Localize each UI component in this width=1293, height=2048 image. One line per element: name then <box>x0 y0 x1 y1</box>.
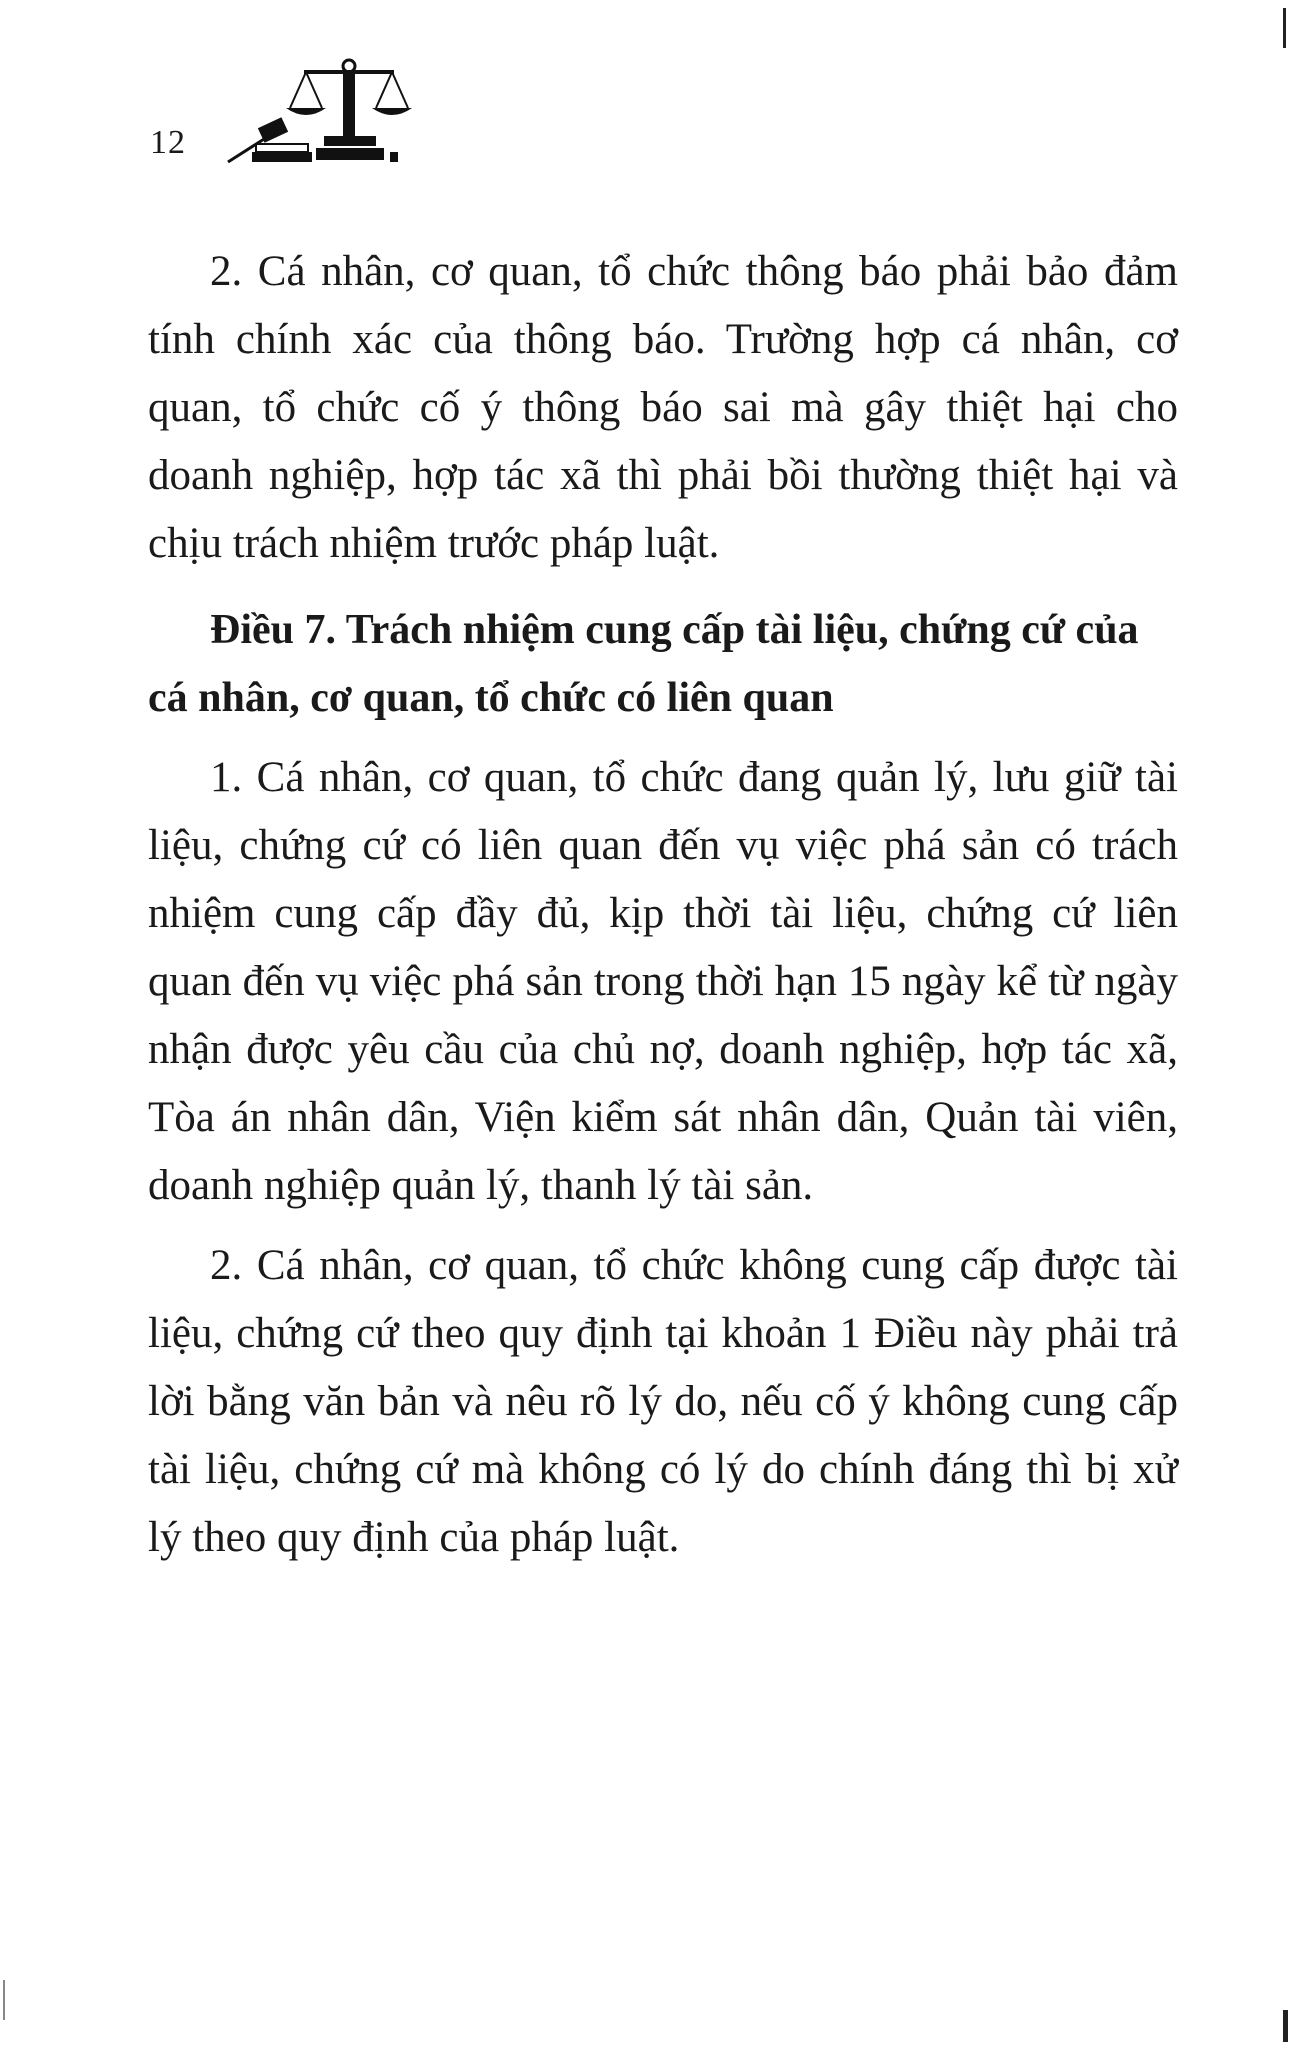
paragraph-2: 1. Cá nhân, cơ quan, tổ chức đang quản lý, lưu giữ tài liệu, chứng cứ có liên quan đến vụ việc phá sản có trách nhiệm cung cấp đầy đủ, kịp thời tài liệu, chứng cứ liên quan đến vụ việc phá sản trong thời hạn 15 ngày kể từ ngày nhận được yêu cầu của chủ nợ, doanh nghiệp, hợp tác xã, Tòa án nhân dân, Viện kiểm sát nhân dân, Quản tài viên, doanh nghiệp quản lý, thanh lý tài sản. <box>148 754 1178 1209</box>
scan-edge-mark-top <box>1283 8 1286 48</box>
paragraph-3: 2. Cá nhân, cơ quan, tổ chức không cung cấp được tài liệu, chứng cứ theo quy định tại khoản 1 Điều này phải trả lời bằng văn bản và nêu rõ lý do, nếu cố ý không cung cấp tài liệu, chứng cứ mà không có lý do chính đáng thì bị xử lý theo quy định của pháp luật. <box>148 1242 1178 1561</box>
page-number: 12 <box>150 124 186 161</box>
page-header <box>150 52 450 182</box>
scales-of-justice-gavel-icon <box>224 52 464 177</box>
scan-edge-mark-bottom <box>1283 2010 1288 2042</box>
scan-edge-mark-left <box>3 1980 5 2020</box>
article-heading: Điều 7. Trách nhiệm cung cấp tài liệu, chứng cứ của cá nhân, cơ quan, tổ chức có liên quan <box>148 607 1139 721</box>
paragraph-1: 2. Cá nhân, cơ quan, tổ chức thông báo phải bảo đảm tính chính xác của thông báo. Trường hợp cá nhân, cơ quan, tổ chức cố ý thông báo sai mà gây thiệt hại cho doanh nghiệp, hợp tác xã thì phải bồi thường thiệt hại và chịu trách nhiệm trước pháp luật. <box>148 248 1178 567</box>
page-content <box>148 238 1178 1572</box>
